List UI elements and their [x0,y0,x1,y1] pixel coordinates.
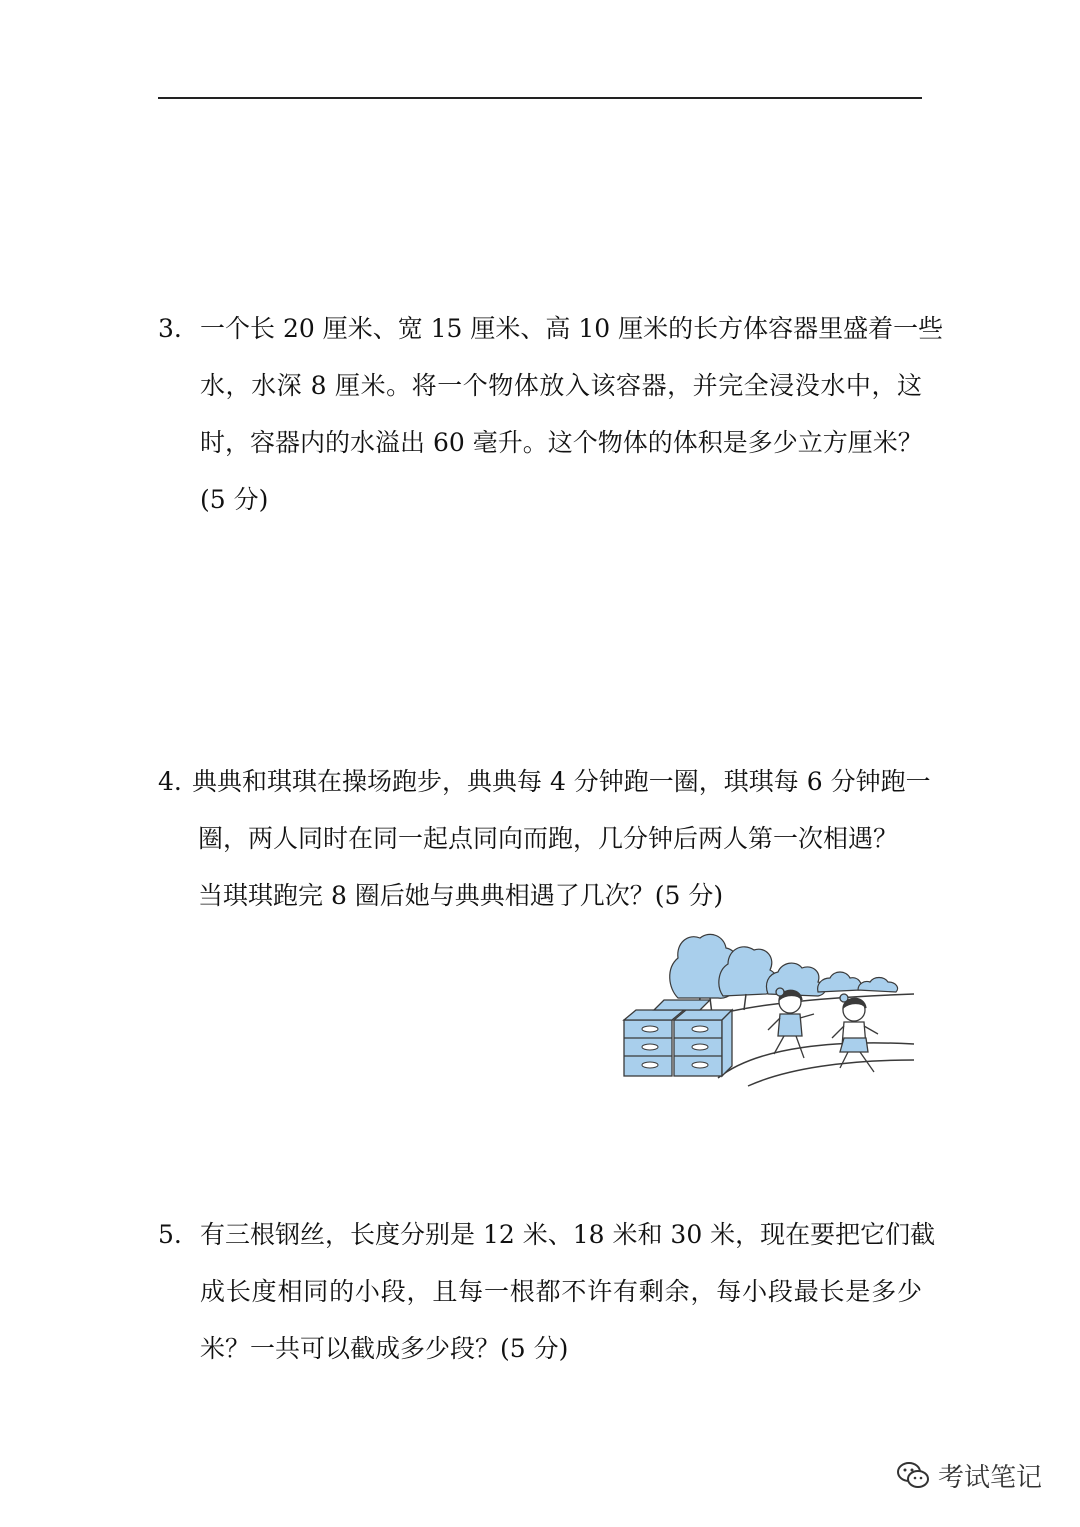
question-line: 成长度相同的小段，且每一根都不许有剩余，每小段最长是多少 [200,1277,922,1306]
question-line: 当琪琪跑完 8 圈后她与典典相遇了几次？(5 分) [198,881,724,910]
question-line: 时，容器内的水溢出 60 毫升。这个物体的体积是多少立方厘米？ [200,428,923,457]
question-number: 5. [158,1220,182,1249]
boxes-illustration [624,1000,732,1076]
question-line: 典典和琪琪在操场跑步，典典每 4 分钟跑一圈，琪琪每 6 分钟跑一 [192,767,931,796]
watermark-text: 考试笔记 [938,1462,1043,1493]
question-line: 一个长 20 厘米、宽 15 厘米、高 10 厘米的长方体容器里盛着一些 [200,314,944,343]
wechat-icon [896,1460,930,1490]
trees-illustration [670,934,898,998]
question-line: 有三根钢丝，长度分别是 12 米、18 米和 30 米，现在要把它们截 [200,1220,936,1249]
watermark [896,1455,1042,1495]
question-line: (5 分) [200,485,269,514]
question-5 [158,1206,936,1377]
question-3 [158,300,944,528]
question-number: 4. [158,767,182,796]
running-illustration [618,928,918,1088]
question-number: 3. [158,314,182,343]
question-line: 圈，两人同时在同一起点同向而跑，几分钟后两人第一次相遇？ [198,824,899,853]
top-rule [158,97,922,99]
question-4 [158,753,931,924]
question-line: 米？一共可以截成多少段？(5 分) [200,1334,569,1363]
question-line: 水，水深 8 厘米。将一个物体放入该容器，并完全浸没水中，这 [200,371,922,400]
running-girl-2-illustration [832,994,878,1072]
